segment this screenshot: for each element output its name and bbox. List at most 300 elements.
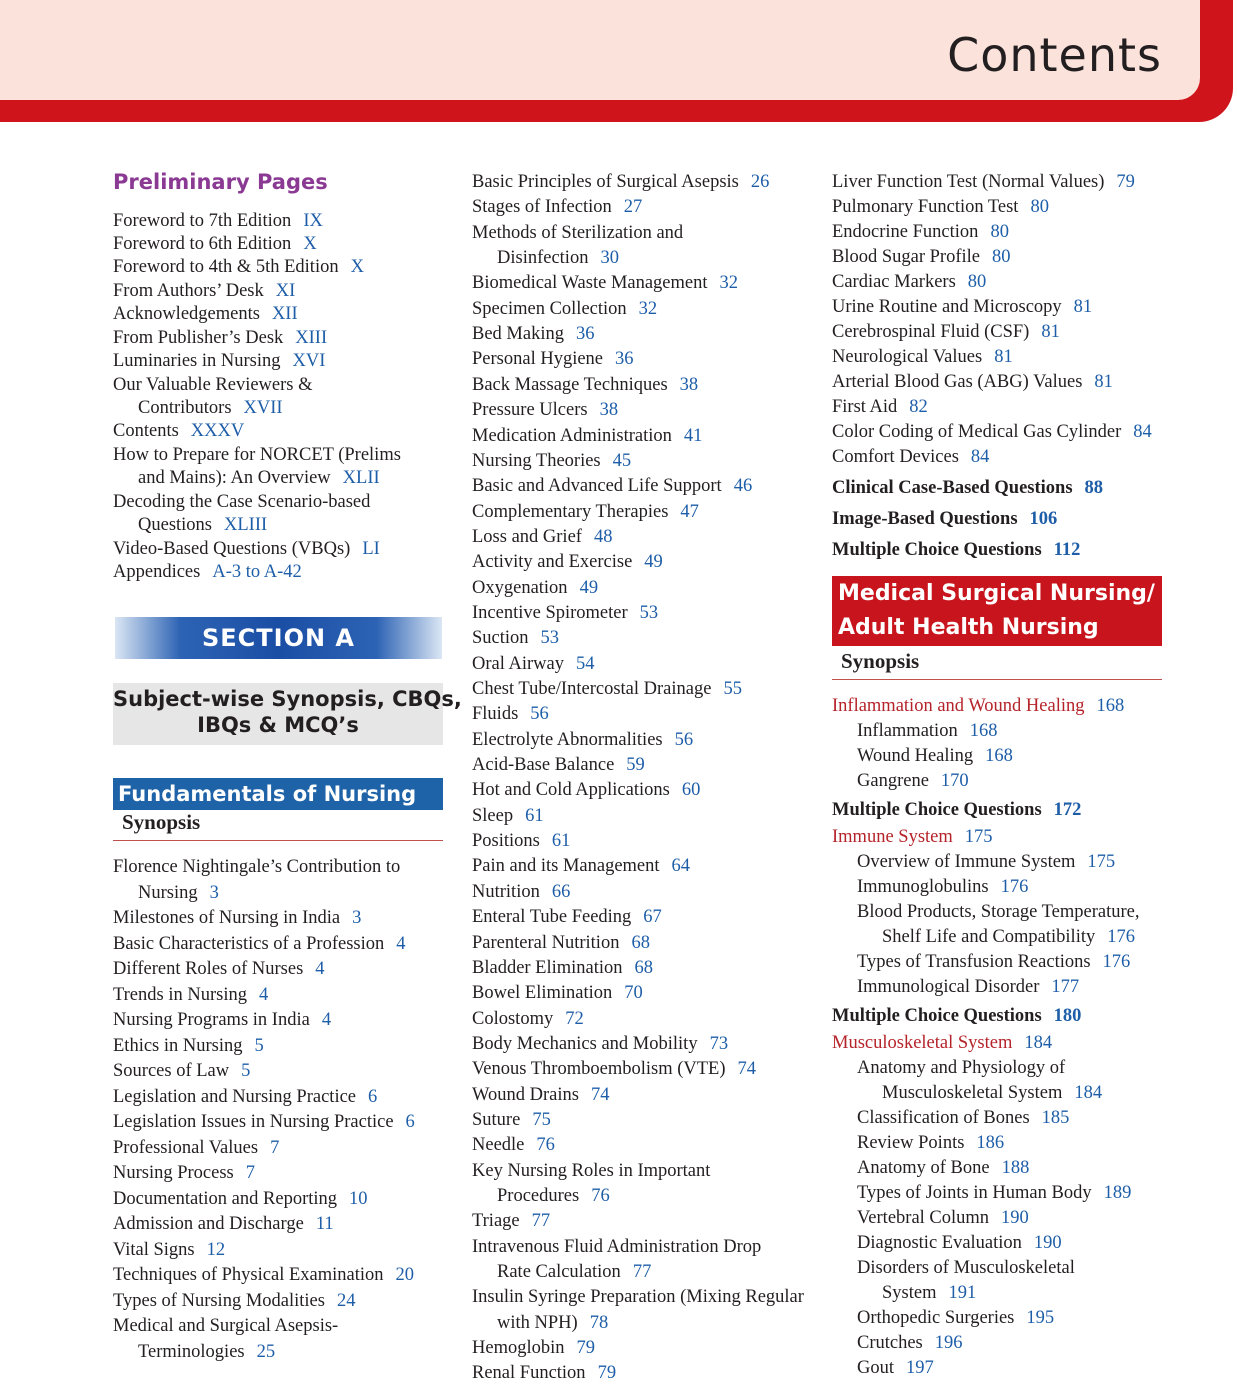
toc-entry-title: Renal Function xyxy=(472,1363,586,1383)
toc-entry xyxy=(472,1311,608,1336)
toc-entry-title: Hemoglobin xyxy=(472,1338,565,1358)
toc-entry-page: X xyxy=(350,257,364,277)
toc-entry-page: 180 xyxy=(1053,1006,1082,1026)
toc-entry xyxy=(472,1032,728,1057)
toc-entry-page: 184 xyxy=(1074,1083,1103,1103)
toc-entry-title: Nursing Process xyxy=(113,1163,234,1183)
toc-entry-title: Types of Transfusion Reactions xyxy=(857,952,1091,972)
toc-entry-page: 80 xyxy=(967,272,987,292)
toc-entry xyxy=(832,1306,1054,1331)
toc-entry xyxy=(472,905,662,930)
toc-entry-page: 189 xyxy=(1103,1183,1132,1203)
toc-entry-page: 168 xyxy=(1096,696,1125,716)
toc-entry-title: Musculoskeletal System xyxy=(832,1033,1013,1053)
toc-entry-title: Pulmonary Function Test xyxy=(832,197,1019,217)
toc-entry-page: 10 xyxy=(349,1189,368,1209)
toc-entry-title: Parenteral Nutrition xyxy=(472,933,620,953)
toc-entry-title: Contributors xyxy=(138,398,232,418)
toc-entry-page: 175 xyxy=(1087,852,1116,872)
toc-entry-page: 73 xyxy=(709,1034,729,1054)
toc-entry-title: Basic Characteristics of a Profession xyxy=(113,934,385,954)
toc-entry-title: Triage xyxy=(472,1211,520,1231)
toc-entry-title: Stages of Infection xyxy=(472,197,612,217)
toc-entry xyxy=(113,855,400,880)
toc-entry xyxy=(832,1031,1052,1056)
toc-entry-page: 64 xyxy=(671,856,691,876)
toc-entry xyxy=(113,1212,334,1237)
toc-entry xyxy=(113,932,406,957)
toc-entry-title: Acid-Base Balance xyxy=(472,755,615,775)
fundamentals-synopsis-rule xyxy=(113,840,443,841)
toc-entry-page: 27 xyxy=(623,197,643,217)
toc-entry-page: 25 xyxy=(256,1342,276,1362)
toc-entry-page: 4 xyxy=(258,985,269,1005)
toc-entry-title: Endocrine Function xyxy=(832,222,979,242)
toc-entry-page: XIII xyxy=(295,328,328,348)
toc-entry-title: System xyxy=(882,1283,937,1303)
toc-entry-page: 74 xyxy=(737,1059,756,1079)
toc-entry xyxy=(472,1361,616,1386)
toc-entry-title: Florence Nightingale’s Contribution to xyxy=(113,857,401,877)
toc-entry-page: 177 xyxy=(1051,977,1080,997)
toc-entry-page: 195 xyxy=(1026,1308,1055,1328)
toc-entry-page: 72 xyxy=(565,1009,584,1029)
toc-entry-page: 80 xyxy=(992,247,1011,267)
toc-entry-title: Needle xyxy=(472,1135,525,1155)
toc-entry xyxy=(472,880,570,905)
toc-entry-page: 79 xyxy=(576,1338,595,1358)
toc-entry-page: 81 xyxy=(1073,297,1093,317)
toc-entry xyxy=(472,424,702,449)
toc-entry-page: 32 xyxy=(638,299,658,319)
toc-entry xyxy=(113,513,267,538)
toc-entry xyxy=(472,702,549,727)
toc-entry xyxy=(113,279,295,304)
toc-entry xyxy=(832,694,1124,719)
toc-entry xyxy=(113,1008,331,1033)
toc-entry-page: 188 xyxy=(1001,1158,1030,1178)
toc-entry-page: 60 xyxy=(681,780,701,800)
toc-entry-title: Electrolyte Abnormalities xyxy=(472,730,663,750)
toc-entry-title: Suture xyxy=(472,1110,521,1130)
toc-entry-page: 12 xyxy=(206,1240,226,1260)
toc-entry xyxy=(832,1056,1065,1081)
toc-entry-page: 3 xyxy=(209,883,219,903)
toc-entry-title: Professional Values xyxy=(113,1138,259,1158)
toc-entry xyxy=(832,1281,976,1306)
toc-entry xyxy=(472,1235,761,1260)
toc-entry-title: Disorders of Musculoskeletal xyxy=(857,1258,1075,1278)
toc-entry-title: Crutches xyxy=(857,1333,923,1353)
toc-entry xyxy=(113,302,298,327)
toc-entry-title: Complementary Therapies xyxy=(472,502,669,522)
toc-entry-page: 190 xyxy=(1001,1208,1029,1228)
toc-entry xyxy=(472,1007,584,1032)
toc-entry-page: 172 xyxy=(1053,800,1082,820)
toc-entry-title: Trends in Nursing xyxy=(113,985,247,1005)
toc-entry-title: Sources of Law xyxy=(113,1061,230,1081)
toc-entry-page: 84 xyxy=(1133,422,1152,442)
toc-entry xyxy=(113,537,380,562)
toc-entry-page: 7 xyxy=(270,1138,280,1158)
toc-entry-page: 186 xyxy=(976,1133,1005,1153)
toc-entry-page: 81 xyxy=(994,347,1013,367)
toc-entry-title: Appendices xyxy=(113,562,201,582)
toc-entry xyxy=(832,270,986,295)
toc-entry-title: Color Coding of Medical Gas Cylinder xyxy=(832,422,1122,442)
toc-entry-title: Disinfection xyxy=(497,248,589,268)
toc-entry-page: XLII xyxy=(342,468,380,488)
toc-entry-title: Body Mechanics and Mobility xyxy=(472,1034,698,1054)
toc-entry xyxy=(832,1004,1081,1029)
toc-entry-page: 79 xyxy=(597,1363,617,1383)
toc-entry-page: 49 xyxy=(644,552,663,572)
toc-entry xyxy=(472,601,658,626)
toc-entry-page: XVI xyxy=(292,351,326,371)
toc-entry-title: Incentive Spirometer xyxy=(472,603,628,623)
toc-entry-title: Suction xyxy=(472,628,529,648)
toc-entry-title: Sleep xyxy=(472,806,514,826)
msn-heading-line-2: Adult Health Nursing xyxy=(838,615,1099,640)
toc-entry-title: Review Points xyxy=(857,1133,965,1153)
toc-entry-title: Ethics in Nursing xyxy=(113,1036,243,1056)
toc-entry xyxy=(113,1263,414,1288)
toc-entry xyxy=(832,476,1103,501)
toc-entry-page: 67 xyxy=(643,907,662,927)
toc-entry-title: Methods of Sterilization and xyxy=(472,223,684,243)
toc-entry-page: 68 xyxy=(634,958,654,978)
toc-entry-title: Decoding the Case Scenario-based xyxy=(113,492,371,512)
toc-entry-page: 191 xyxy=(948,1283,977,1303)
toc-entry-title: Insulin Syringe Preparation (Mixing Regular xyxy=(472,1287,804,1307)
toc-entry xyxy=(472,271,738,296)
toc-entry xyxy=(113,957,325,982)
toc-entry xyxy=(832,195,1049,220)
toc-entry xyxy=(113,1289,355,1314)
toc-entry-page: 175 xyxy=(964,827,993,847)
toc-entry-page: 168 xyxy=(969,721,998,741)
toc-entry-title: Shelf Life and Compatibility xyxy=(882,927,1096,947)
toc-entry-page: 68 xyxy=(631,933,650,953)
toc-entry-title: Contents xyxy=(113,421,179,441)
toc-entry-page: 61 xyxy=(525,806,544,826)
toc-entry xyxy=(832,744,1013,769)
toc-entry-page: 59 xyxy=(626,755,645,775)
toc-entry xyxy=(832,925,1135,950)
toc-entry-page: 4 xyxy=(396,934,406,954)
toc-entry xyxy=(113,1238,225,1263)
toc-entry-title: Pain and its Management xyxy=(472,856,660,876)
subject-line-2: IBQs & MCQ’s xyxy=(197,713,359,737)
toc-entry-title: Nursing Programs in India xyxy=(113,1010,310,1030)
toc-entry xyxy=(113,209,323,234)
toc-entry-page: 36 xyxy=(615,349,634,369)
toc-entry xyxy=(832,345,1013,370)
toc-entry xyxy=(113,349,325,374)
toc-entry-page: 190 xyxy=(1033,1233,1062,1253)
toc-entry xyxy=(832,1181,1131,1206)
toc-entry xyxy=(472,1159,710,1184)
toc-entry-title: Cardiac Markers xyxy=(832,272,956,292)
toc-entry xyxy=(832,1256,1075,1281)
toc-entry-page: 5 xyxy=(241,1061,251,1081)
toc-entry xyxy=(472,854,690,879)
toc-entry-title: Documentation and Reporting xyxy=(113,1189,338,1209)
toc-entry-title: Fluids xyxy=(472,704,519,724)
toc-entry xyxy=(832,507,1057,532)
toc-entry-title: Types of Nursing Modalities xyxy=(113,1291,325,1311)
toc-entry xyxy=(113,1161,255,1186)
toc-entry-title: Neurological Values xyxy=(832,347,983,367)
toc-entry-page: 76 xyxy=(536,1135,555,1155)
toc-entry xyxy=(472,170,769,195)
toc-entry xyxy=(472,956,653,981)
toc-entry-page: 38 xyxy=(679,375,699,395)
toc-entry xyxy=(472,1209,550,1234)
toc-entry-title: Nursing Theories xyxy=(472,451,601,471)
toc-entry-title: Vertebral Column xyxy=(857,1208,990,1228)
toc-entry xyxy=(113,255,364,280)
toc-entry-title: Admission and Discharge xyxy=(113,1214,304,1234)
toc-entry-title: Inflammation xyxy=(857,721,958,741)
toc-entry xyxy=(832,798,1081,823)
subject-line-1: Subject-wise Synopsis, CBQs, xyxy=(113,687,462,711)
toc-entry-page: 11 xyxy=(315,1214,334,1234)
toc-entry xyxy=(832,850,1115,875)
subject-wise-box xyxy=(113,683,462,745)
toc-entry-page: 81 xyxy=(1094,372,1113,392)
toc-entry-page: X xyxy=(303,234,317,254)
toc-entry xyxy=(832,950,1130,975)
section-a-banner: SECTION A xyxy=(115,617,442,659)
toc-entry-page: 81 xyxy=(1041,322,1060,342)
toc-entry xyxy=(113,232,317,257)
toc-entry-page: 20 xyxy=(395,1265,414,1285)
toc-entry-title: Arterial Blood Gas (ABG) Values xyxy=(832,372,1083,392)
toc-entry xyxy=(832,875,1028,900)
toc-entry-page: 4 xyxy=(315,959,325,979)
toc-entry-title: Personal Hygiene xyxy=(472,349,604,369)
toc-entry xyxy=(113,443,401,468)
preliminary-pages-heading: Preliminary Pages xyxy=(113,170,328,194)
toc-entry xyxy=(832,1331,963,1356)
toc-entry-title: Medication Administration xyxy=(472,426,672,446)
toc-entry-page: XI xyxy=(275,281,296,301)
toc-entry-title: Specimen Collection xyxy=(472,299,627,319)
toc-entry-page: 6 xyxy=(405,1112,415,1132)
toc-entry xyxy=(472,804,544,829)
toc-entry-page: 106 xyxy=(1029,509,1058,529)
toc-entry-title: Comfort Devices xyxy=(832,447,959,467)
toc-entry-page: 185 xyxy=(1041,1108,1070,1128)
toc-entry xyxy=(113,983,268,1008)
toc-entry xyxy=(113,1314,338,1339)
toc-entry-page: 88 xyxy=(1084,478,1104,498)
toc-entry-title: Cerebrospinal Fluid (CSF) xyxy=(832,322,1030,342)
toc-entry xyxy=(472,297,657,322)
toc-entry-title: Immune System xyxy=(832,827,953,847)
toc-entry xyxy=(113,560,302,585)
toc-entry-page: 24 xyxy=(336,1291,356,1311)
toc-entry-title: Loss and Grief xyxy=(472,527,582,547)
toc-entry xyxy=(472,652,594,677)
toc-entry-page: 56 xyxy=(530,704,549,724)
toc-entry xyxy=(113,326,327,351)
toc-entry xyxy=(472,1260,651,1285)
toc-entry-title: Oxygenation xyxy=(472,578,568,598)
toc-entry-title: Nursing xyxy=(138,883,198,903)
toc-entry xyxy=(472,829,570,854)
toc-entry xyxy=(832,1356,934,1381)
toc-entry-page: XII xyxy=(271,304,298,324)
toc-entry xyxy=(832,1131,1004,1156)
toc-entry-page: 78 xyxy=(589,1313,609,1333)
msn-synopsis-rule xyxy=(832,679,1162,680)
toc-entry xyxy=(472,1133,555,1158)
toc-entry-title: Milestones of Nursing in India xyxy=(113,908,341,928)
toc-entry-title: Anatomy and Physiology of xyxy=(857,1058,1066,1078)
toc-entry-page: 196 xyxy=(934,1333,963,1353)
toc-entry-page: XXXV xyxy=(190,421,245,441)
toc-entry-page: 61 xyxy=(551,831,571,851)
toc-entry-page: 54 xyxy=(575,654,595,674)
toc-entry-page: 5 xyxy=(254,1036,264,1056)
toc-entry-title: Procedures xyxy=(497,1186,580,1206)
toc-entry-title: Biomedical Waste Management xyxy=(472,273,708,293)
toc-entry xyxy=(472,1184,610,1209)
toc-entry-page: 197 xyxy=(906,1358,934,1378)
toc-entry xyxy=(832,719,997,744)
toc-entry-title: Legislation Issues in Nursing Practice xyxy=(113,1112,394,1132)
toc-entry-title: Bowel Elimination xyxy=(472,983,613,1003)
toc-entry-title: Classification of Bones xyxy=(857,1108,1030,1128)
toc-entry xyxy=(472,474,752,499)
toc-entry xyxy=(832,1206,1029,1231)
toc-entry xyxy=(472,195,642,220)
toc-entry-title: Luminaries in Nursing xyxy=(113,351,281,371)
toc-entry-title: Musculoskeletal System xyxy=(882,1083,1063,1103)
toc-entry-title: Blood Products, Storage Temperature, xyxy=(857,902,1140,922)
toc-entry xyxy=(472,1057,756,1082)
toc-entry xyxy=(832,975,1079,1000)
toc-entry xyxy=(472,728,693,753)
toc-entry-page: XVII xyxy=(243,398,283,418)
toc-entry-title: Different Roles of Nurses xyxy=(113,959,304,979)
toc-entry-page: 168 xyxy=(985,746,1013,766)
toc-entry xyxy=(472,1083,609,1108)
msn-heading xyxy=(832,576,1162,646)
toc-entry-page: 36 xyxy=(575,324,595,344)
toc-entry-page: 84 xyxy=(970,447,990,467)
toc-entry-title: Gangrene xyxy=(857,771,929,791)
toc-entry-page: 82 xyxy=(909,397,928,417)
toc-entry-page: 77 xyxy=(531,1211,551,1231)
toc-entry-title: Colostomy xyxy=(472,1009,554,1029)
toc-entry-title: Basic Principles of Surgical Asepsis xyxy=(472,172,739,192)
toc-entry-page: 26 xyxy=(750,172,770,192)
toc-entry-title: Enteral Tube Feeding xyxy=(472,907,632,927)
toc-entry-page: 76 xyxy=(591,1186,610,1206)
toc-entry xyxy=(832,245,1011,270)
toc-entry xyxy=(113,1034,264,1059)
toc-entry-page: 3 xyxy=(352,908,362,928)
toc-entry-title: Foreword to 7th Edition xyxy=(113,211,292,231)
toc-entry-title: Legislation and Nursing Practice xyxy=(113,1087,357,1107)
toc-entry xyxy=(113,1110,415,1135)
toc-entry-title: Liver Function Test (Normal Values) xyxy=(832,172,1105,192)
toc-entry xyxy=(472,931,650,956)
toc-entry-title: From Publisher’s Desk xyxy=(113,328,284,348)
toc-entry-page: 77 xyxy=(632,1262,652,1282)
toc-entry-page: 45 xyxy=(612,451,632,471)
toc-entry-page: A-3 to A-42 xyxy=(212,562,302,582)
toc-entry-title: Inflammation and Wound Healing xyxy=(832,696,1085,716)
toc-entry xyxy=(472,322,594,347)
toc-entry-title: Immunological Disorder xyxy=(857,977,1040,997)
toc-entry-page: 176 xyxy=(1102,952,1131,972)
toc-entry-page: 75 xyxy=(532,1110,551,1130)
toc-entry xyxy=(832,1106,1069,1131)
toc-entry-page: 6 xyxy=(368,1087,378,1107)
toc-entry-title: Foreword to 6th Edition xyxy=(113,234,292,254)
toc-entry-title: Basic and Advanced Life Support xyxy=(472,476,722,496)
toc-entry xyxy=(832,420,1152,445)
toc-entry xyxy=(113,1187,368,1212)
toc-entry-page: 66 xyxy=(551,882,571,902)
toc-entry xyxy=(472,778,700,803)
toc-entry-page: 4 xyxy=(321,1010,332,1030)
toc-entry xyxy=(113,396,283,421)
toc-entry-page: 55 xyxy=(723,679,742,699)
toc-entry xyxy=(472,550,663,575)
toc-entry-title: Video-Based Questions (VBQs) xyxy=(113,539,351,559)
toc-entry-title: Anatomy of Bone xyxy=(857,1158,990,1178)
toc-entry-title: Multiple Choice Questions xyxy=(832,800,1042,820)
toc-entry-title: Oral Airway xyxy=(472,654,564,674)
toc-entry-title: Key Nursing Roles in Important xyxy=(472,1161,711,1181)
fundamentals-synopsis-heading: Synopsis xyxy=(122,810,201,834)
toc-entry xyxy=(832,445,989,470)
toc-entry xyxy=(472,576,598,601)
toc-entry-page: 184 xyxy=(1024,1033,1053,1053)
toc-entry-page: 56 xyxy=(674,730,694,750)
toc-entry xyxy=(113,1136,279,1161)
toc-entry xyxy=(832,769,969,794)
toc-entry-page: 48 xyxy=(593,527,613,547)
toc-entry-page: IX xyxy=(303,211,323,231)
toc-entry-title: From Authors’ Desk xyxy=(113,281,264,301)
toc-entry-title: Multiple Choice Questions xyxy=(832,540,1042,560)
toc-entry xyxy=(832,295,1092,320)
toc-entry xyxy=(472,753,645,778)
toc-entry xyxy=(472,677,742,702)
page-title: Contents xyxy=(947,28,1162,82)
toc-entry xyxy=(832,370,1113,395)
toc-entry-title: Hot and Cold Applications xyxy=(472,780,670,800)
toc-entry xyxy=(832,1156,1029,1181)
toc-entry xyxy=(113,881,219,906)
fundamentals-heading: Fundamentals of Nursing xyxy=(113,778,443,810)
toc-entry-title: Multiple Choice Questions xyxy=(832,1006,1042,1026)
toc-entry-page: 49 xyxy=(579,578,599,598)
toc-entry-title: with NPH) xyxy=(497,1313,578,1333)
toc-entry xyxy=(113,1059,250,1084)
toc-entry-title: Types of Joints in Human Body xyxy=(857,1183,1092,1203)
toc-entry xyxy=(472,626,559,651)
toc-entry-page: 170 xyxy=(940,771,969,791)
toc-entry xyxy=(472,373,698,398)
toc-entry-title: Back Massage Techniques xyxy=(472,375,668,395)
